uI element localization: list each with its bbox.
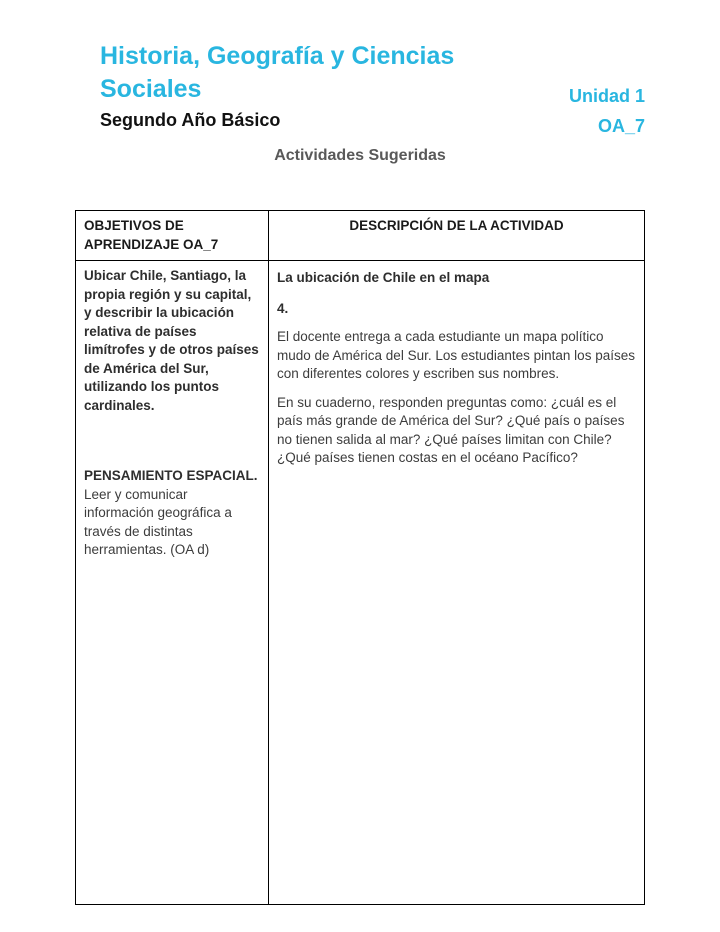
document-title bbox=[100, 40, 520, 106]
document-subtitle: Segundo Año Básico bbox=[100, 110, 281, 130]
unit-label: Unidad 1 bbox=[568, 86, 645, 106]
activity-title: La ubicación de Chile en el mapa bbox=[277, 270, 490, 285]
activities-table bbox=[75, 210, 645, 905]
objective-text: Ubicar Chile, Santiago, la propia región y su capital, y describir la ubicación relativa de países limítrofes y de otros países de América del Sur, utilizando los puntos cardinales. bbox=[84, 268, 259, 413]
activity-cell bbox=[269, 261, 644, 904]
skill-paragraph bbox=[84, 467, 260, 560]
objectives-cell bbox=[76, 261, 269, 904]
oa-code-label: OA_7 bbox=[597, 116, 645, 136]
skill-text: Leer y comunicar información geográfica a través de distintas herramientas. (OA d) bbox=[84, 486, 232, 557]
activity-paragraph-1: El docente entrega a cada estudiante un mapa político mudo de América del Sur. Los estudiantes pintan los países con diferentes colores y escriben sus nombres. bbox=[277, 329, 635, 381]
table-header-description: DESCRIPCIÓN DE LA ACTIVIDAD bbox=[269, 211, 644, 261]
document-title-line1: Historia, Geografía y Ciencias bbox=[100, 42, 455, 70]
skill-label: PENSAMIENTO ESPACIAL. bbox=[84, 468, 258, 483]
section-title: Actividades Sugeridas bbox=[274, 147, 446, 164]
activity-number: 4. bbox=[277, 300, 289, 316]
document-title-line2: Sociales bbox=[100, 75, 202, 103]
table-header-objectives: OBJETIVOS DE APRENDIZAJE OA_7 bbox=[76, 211, 269, 261]
activity-paragraph-2: En su cuaderno, responden preguntas como: ¿cuál es el país más grande de América del Sur? ¿Qué país o países no tienen salida al mar? ¿Qué países limitan con Chile? ¿Qué países tienen costas en el océano Pacífico? bbox=[277, 394, 625, 465]
